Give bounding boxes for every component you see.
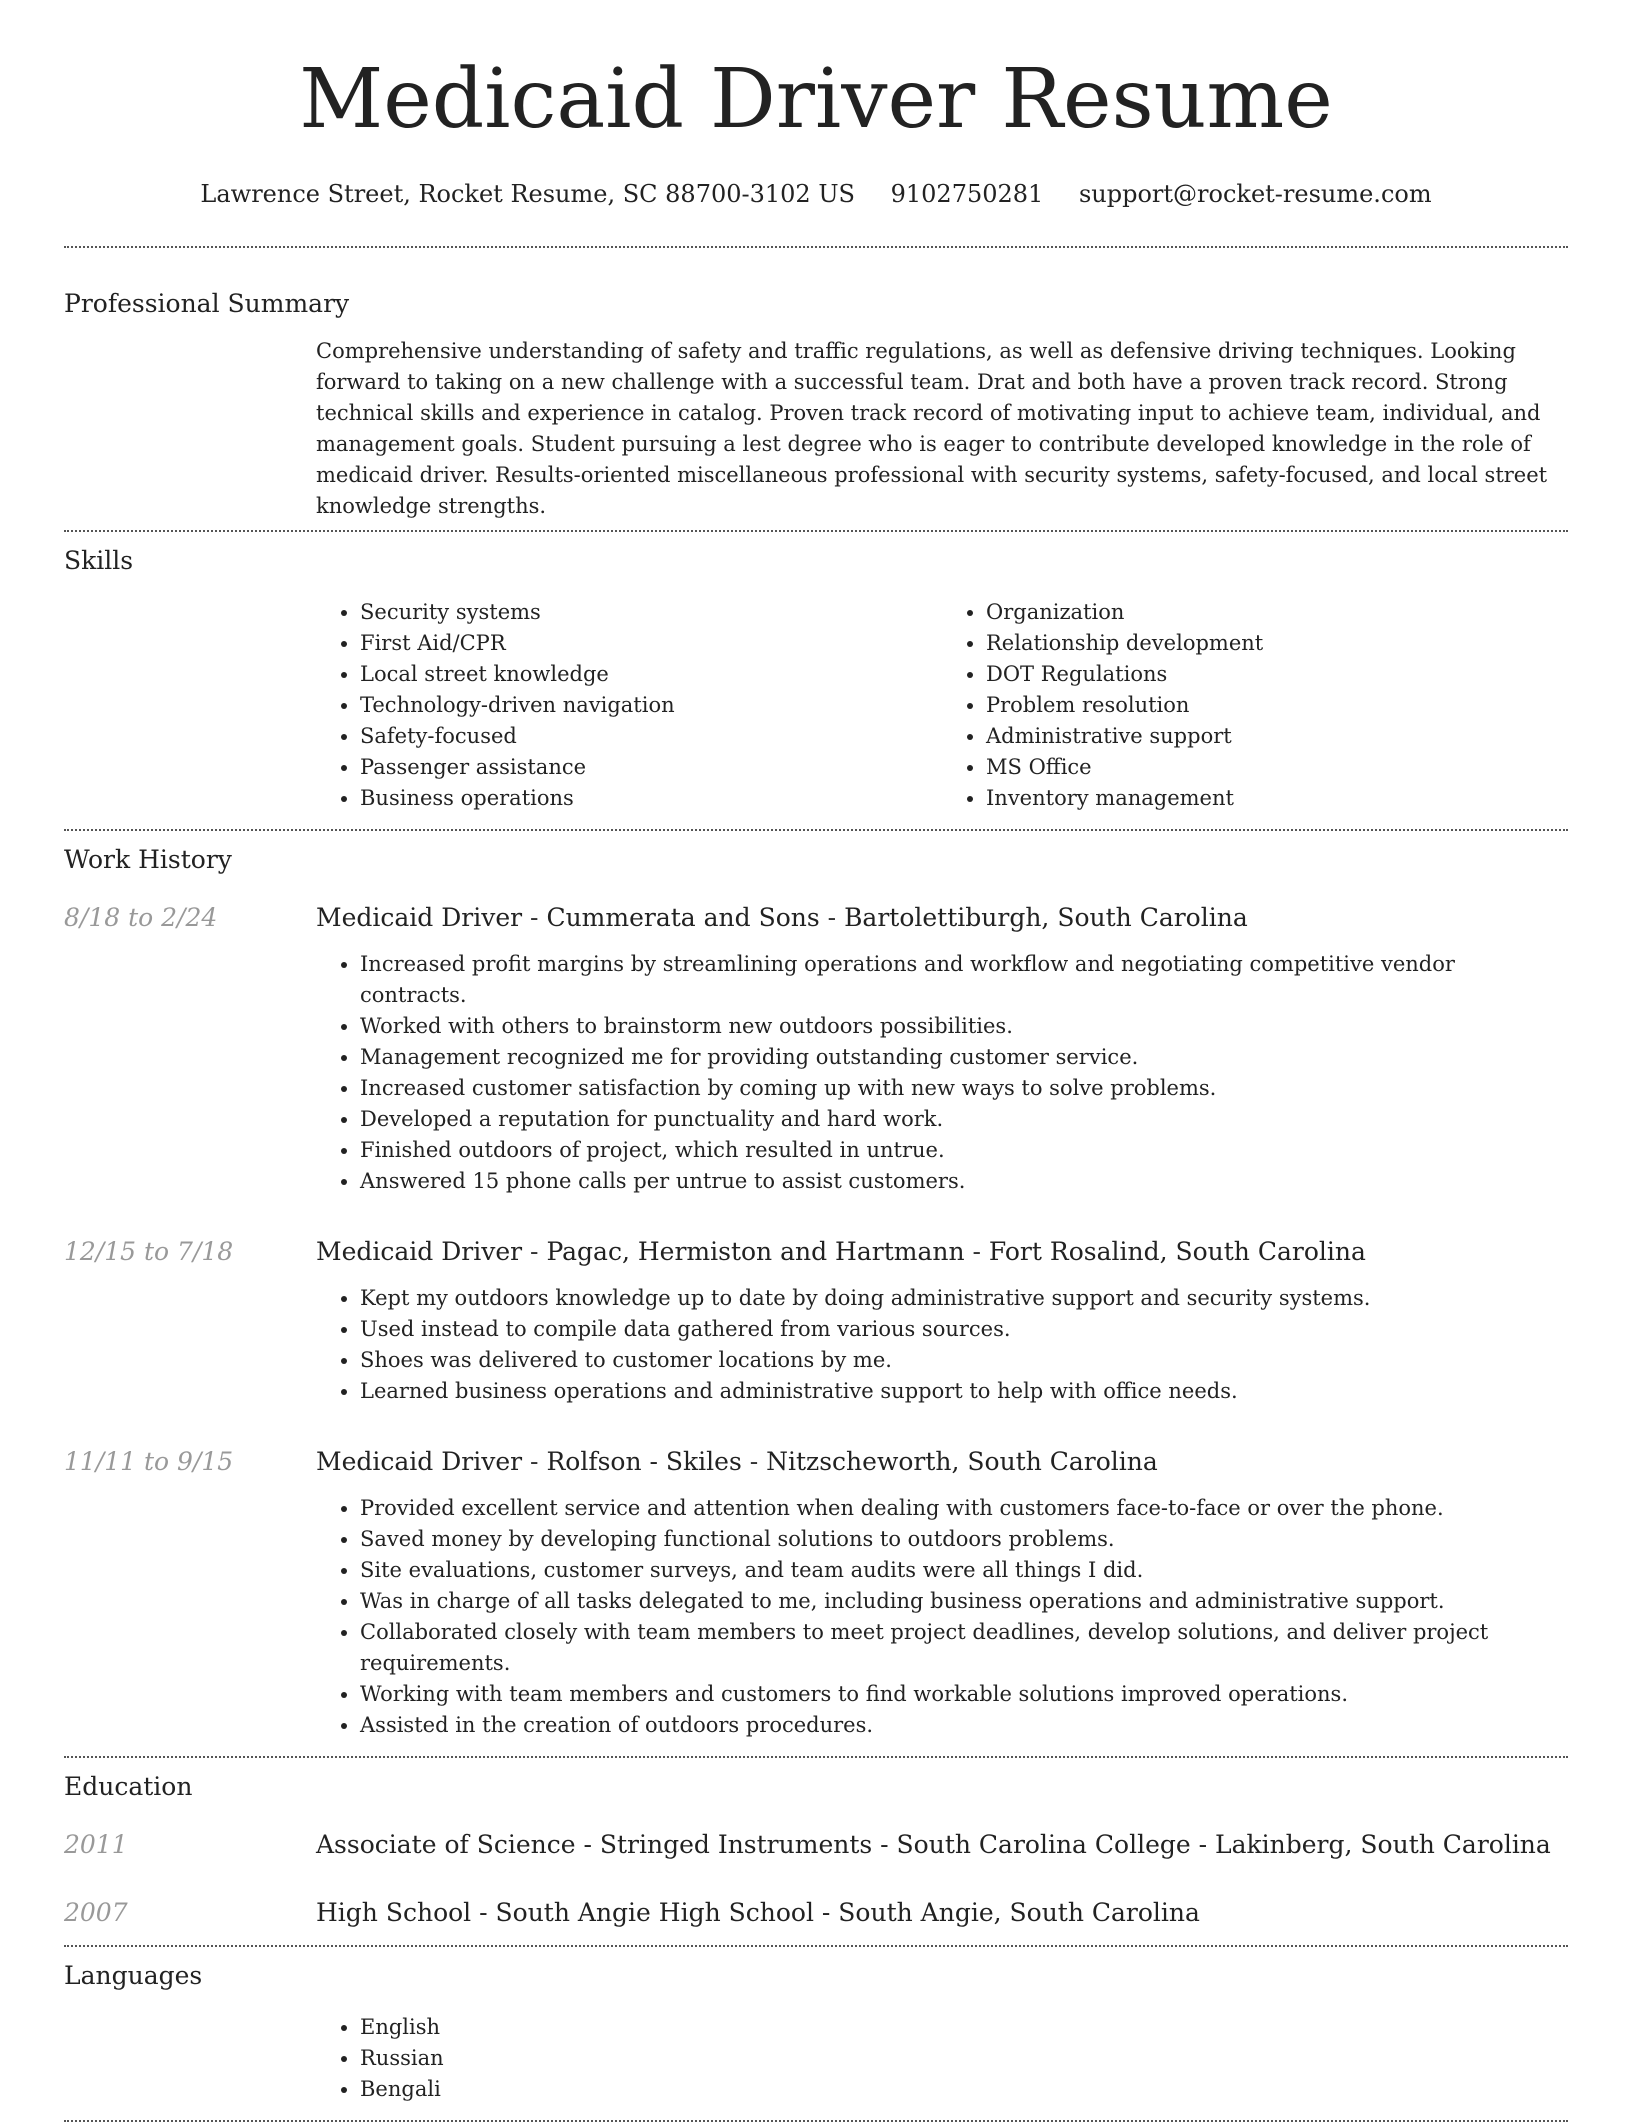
skill-item: • Business operations (360, 783, 942, 814)
skill-item: • DOT Regulations (986, 659, 1568, 690)
job-location: Fort Rosalind, South Carolina (988, 1237, 1366, 1266)
education-text: High School - South Angie High School - South Angie, South Carolina (316, 1898, 1200, 1927)
section-education (64, 1770, 1568, 1930)
job-bullet: • Developed a reputation for punctuality and hard work. (360, 1104, 1568, 1135)
job-company: Pagac, Hermiston and Hartmann (546, 1237, 965, 1266)
contact-line (64, 178, 1568, 210)
job-bullet: • Saved money by developing functional solutions to outdoors problems. (360, 1524, 1568, 1555)
divider (64, 829, 1568, 831)
job-date: 12/15 to 7/18 (64, 1237, 234, 1266)
job-bullet: • Answered 15 phone calls per untrue to assist customers. (360, 1166, 1568, 1197)
skill-item: • Inventory management (986, 783, 1568, 814)
education-entry (64, 1896, 1568, 1930)
job-bullet: • Worked with others to brainstorm new outdoors possibilities. (360, 1011, 1568, 1042)
separator: - (741, 1447, 767, 1476)
job-entry (64, 901, 1568, 1197)
job-entry (64, 1445, 1568, 1741)
section-heading: Skills (64, 546, 134, 575)
separator: - (522, 1237, 547, 1266)
job-company: Rolfson - Skiles (546, 1447, 742, 1476)
separator: - (522, 1447, 547, 1476)
section-heading: Professional Summary (64, 289, 350, 318)
skill-item: • Organization (986, 597, 1568, 628)
skill-item: • Local street knowledge (360, 659, 942, 690)
contact-phone: 9102750281 (890, 180, 1044, 208)
languages-list (316, 2012, 1568, 2105)
skill-item: • Technology-driven navigation (360, 690, 942, 721)
separator: - (964, 1237, 989, 1266)
skills-list-right (942, 597, 1568, 814)
language-item: • Bengali (360, 2074, 1568, 2105)
contact-address: Lawrence Street, Rocket Resume, SC 88700-3102 US (200, 180, 855, 208)
section-skills (64, 544, 1568, 814)
separator: - (819, 903, 845, 932)
skill-item: • MS Office (986, 752, 1568, 783)
job-heading (316, 901, 1568, 935)
divider (64, 1756, 1568, 1758)
job-location: Nitzscheworth, South Carolina (766, 1447, 1158, 1476)
divider (64, 1945, 1568, 1947)
job-title: Medicaid Driver (316, 1447, 523, 1476)
job-bullet: • Increased profit margins by streamlining operations and workflow and negotiating competitive vendor contracts. (360, 949, 1568, 1011)
divider (64, 530, 1568, 532)
job-bullet: • Collaborated closely with team members to meet project deadlines, develop solutions, and deliver project requirements. (360, 1617, 1568, 1679)
job-date: 11/11 to 9/15 (64, 1447, 234, 1476)
job-bullet: • Working with team members and customers to find workable solutions improved operations. (360, 1679, 1568, 1710)
job-bullet: • Increased customer satisfaction by coming up with new ways to solve problems. (360, 1073, 1568, 1104)
summary-text: Comprehensive understanding of safety and traffic regulations, as well as defensive driving techniques. Looking forward to taking on a new challenge with a successful team. Drat and both have a proven track record. Strong technical skills and experience in catalog. Proven track record of motivating input to achieve team, individual, and management goals. Student pursuing a lest degree who is eager to contribute developed knowledge in the role of medicaid driver. Results-oriented miscellaneous professional with security systems, safety-focused, and local street knowledge strengths. (316, 339, 1548, 518)
section-work-history (64, 843, 1568, 1741)
job-bullet: • Kept my outdoors knowledge up to date by doing administrative support and security systems. (360, 1283, 1568, 1314)
job-heading (316, 1445, 1568, 1479)
education-date: 2007 (64, 1898, 128, 1927)
job-bullet: • Shoes was delivered to customer locations by me. (360, 1345, 1568, 1376)
skill-item: • Security systems (360, 597, 942, 628)
job-title: Medicaid Driver (316, 903, 523, 932)
skill-item: • Safety-focused (360, 721, 942, 752)
section-languages (64, 1959, 1568, 2105)
job-bullets (316, 1493, 1568, 1741)
job-bullet: • Provided excellent service and attention when dealing with customers face-to-face or over the phone. (360, 1493, 1568, 1524)
education-entry (64, 1828, 1568, 1862)
section-heading: Languages (64, 1961, 203, 1990)
job-bullet: • Used instead to compile data gathered from various sources. (360, 1314, 1568, 1345)
job-bullet: • Management recognized me for providing outstanding customer service. (360, 1042, 1568, 1073)
education-text: Associate of Science - Stringed Instruments - South Carolina College - Lakinberg, South Carolina (316, 1830, 1551, 1859)
job-company: Cummerata and Sons (546, 903, 820, 932)
job-location: Bartolettiburgh, South Carolina (844, 903, 1248, 932)
job-bullet: • Learned business operations and administrative support to help with office needs. (360, 1376, 1568, 1407)
section-heading: Education (64, 1772, 193, 1801)
section-heading: Work History (64, 845, 232, 874)
skill-item: • First Aid/CPR (360, 628, 942, 659)
job-bullets (316, 949, 1568, 1197)
job-date: 8/18 to 2/24 (64, 903, 218, 932)
language-item: • Russian (360, 2043, 1568, 2074)
job-bullet: • Site evaluations, customer surveys, and team audits were all things I did. (360, 1555, 1568, 1586)
job-heading (316, 1235, 1568, 1269)
skill-item: • Administrative support (986, 721, 1568, 752)
section-summary (64, 287, 1568, 522)
language-item: • English (360, 2012, 1568, 2043)
divider (64, 246, 1568, 248)
job-bullet: • Was in charge of all tasks delegated to me, including business operations and administrative support. (360, 1586, 1568, 1617)
skill-item: • Passenger assistance (360, 752, 942, 783)
separator: - (522, 903, 547, 932)
skills-list-left (316, 597, 942, 814)
job-bullet: • Assisted in the creation of outdoors procedures. (360, 1710, 1568, 1741)
job-entry (64, 1235, 1568, 1407)
contact-email: support@rocket-resume.com (1078, 180, 1432, 208)
job-bullet: • Finished outdoors of project, which resulted in untrue. (360, 1135, 1568, 1166)
job-bullets (316, 1283, 1568, 1407)
page-title: Medicaid Driver Resume (299, 52, 1333, 147)
skill-item: • Relationship development (986, 628, 1568, 659)
job-title: Medicaid Driver (316, 1237, 523, 1266)
skill-item: • Problem resolution (986, 690, 1568, 721)
education-date: 2011 (64, 1830, 128, 1859)
